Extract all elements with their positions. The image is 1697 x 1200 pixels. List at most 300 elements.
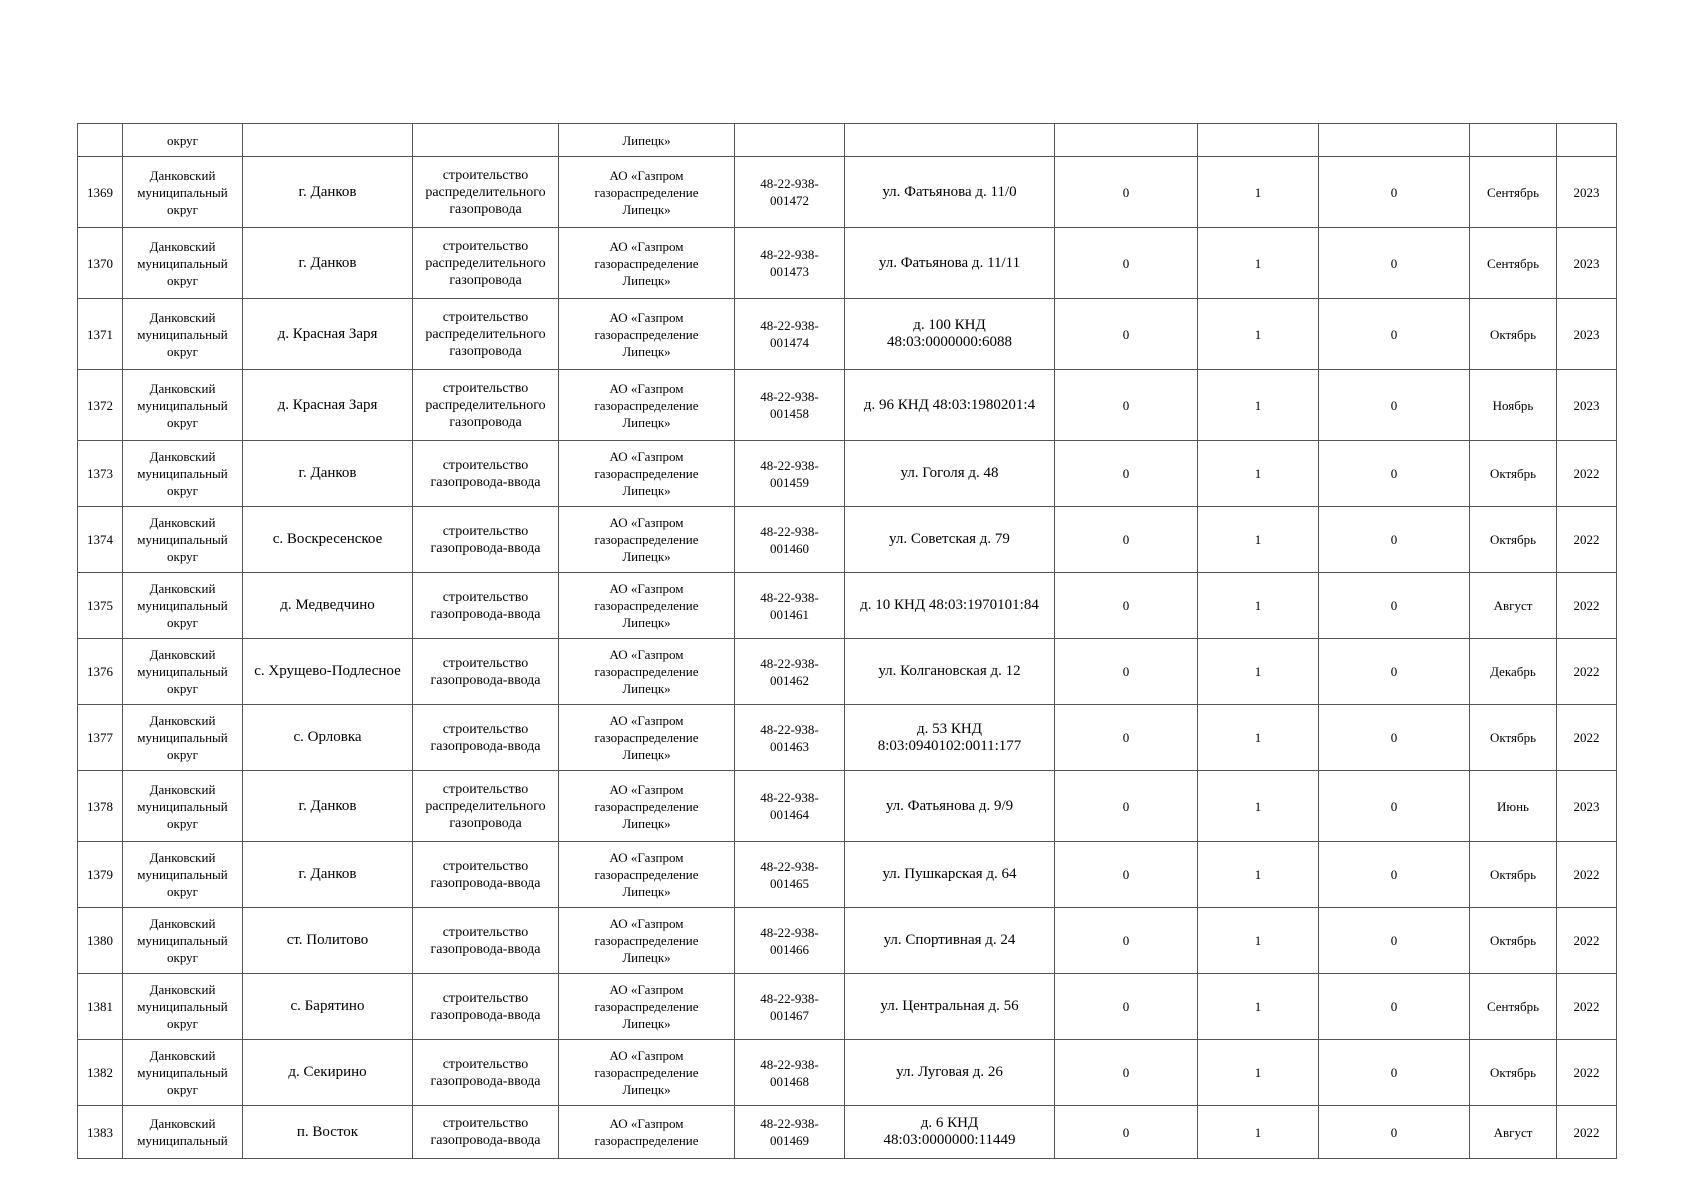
table-row: [78, 974, 1617, 1040]
address-text: ул. Гоголя д. 48: [900, 465, 999, 481]
table-body: [78, 124, 1617, 1159]
code-cell: [735, 370, 845, 441]
year-text: 2022: [1573, 1124, 1600, 1140]
organization-text: АО «Газпром газораспределение Липецк»: [594, 916, 699, 965]
value-2-text: 1: [1254, 532, 1262, 547]
value-2-cell: [1198, 441, 1319, 507]
month-text: Октябрь: [1489, 532, 1537, 547]
locality-text: ст. Политово: [286, 932, 369, 948]
address-cell: [845, 573, 1055, 639]
value-3-cell: [1319, 1106, 1470, 1159]
value-2-text: 1: [1254, 933, 1262, 948]
value-2-text: 1: [1254, 598, 1262, 613]
address-cell: [845, 771, 1055, 842]
row-number-text: 1375: [87, 598, 113, 613]
district-text: Данковский муниципальный округ: [137, 781, 228, 831]
work-type-text: строительство распределительного газопровода: [425, 238, 546, 288]
year-text: 2023: [1573, 184, 1600, 200]
table-row: [78, 908, 1617, 974]
organization-cell: [559, 507, 735, 573]
month-cell: [1470, 507, 1557, 573]
table-row: [78, 771, 1617, 842]
value-3-text: 0: [1390, 999, 1398, 1014]
work-type-cell: [413, 573, 559, 639]
organization-text: АО «Газпром газораспределение Липецк»: [594, 515, 699, 564]
code-cell: [735, 441, 845, 507]
organization-text: АО «Газпром газораспределение Липецк»: [594, 309, 699, 359]
row-number-text: 1373: [87, 466, 113, 481]
address-cell: [845, 974, 1055, 1040]
month-text: Октябрь: [1489, 867, 1537, 882]
work-type-text: строительство газопровода-ввода: [430, 655, 541, 688]
row-number-cell: [78, 974, 123, 1040]
row-number-cell: [78, 908, 123, 974]
value-1-text: 0: [1122, 184, 1130, 200]
code-cell: [735, 1040, 845, 1106]
year-text: 2022: [1573, 999, 1600, 1014]
month-cell: [1470, 908, 1557, 974]
table-row: [78, 157, 1617, 228]
value-2-cell: [1198, 908, 1319, 974]
registry-table: [77, 123, 1617, 1159]
table-row: [78, 228, 1617, 299]
work-type-cell: [413, 370, 559, 441]
organization-text: АО «Газпром газораспределение Липецк»: [594, 581, 699, 630]
address-text: ул. Спортивная д. 24: [883, 932, 1016, 948]
table-row: [78, 1040, 1617, 1106]
organization-cell: [559, 370, 735, 441]
work-type-cell: [413, 1040, 559, 1106]
value-2-cell: [1198, 639, 1319, 705]
organization-text: АО «Газпром газораспределение Липецк»: [594, 167, 699, 217]
work-type-cell: [413, 124, 559, 157]
organization-text: АО «Газпром газораспределение Липецк»: [594, 1048, 699, 1097]
locality-cell: [243, 842, 413, 908]
locality-cell: [243, 974, 413, 1040]
value-2-text: 1: [1254, 255, 1262, 271]
row-number-cell: [78, 771, 123, 842]
organization-cell: [559, 441, 735, 507]
organization-text: АО «Газпром газораспределение Липецк»: [594, 647, 699, 696]
value-3-text: 0: [1390, 1124, 1398, 1140]
address-cell: [845, 157, 1055, 228]
year-cell: [1557, 771, 1617, 842]
work-type-text: строительство распределительного газопровода: [425, 167, 546, 217]
organization-cell: [559, 842, 735, 908]
year-text: 2023: [1573, 326, 1600, 342]
work-type-cell: [413, 228, 559, 299]
locality-cell: [243, 228, 413, 299]
organization-cell: [559, 299, 735, 370]
month-text: Ноябрь: [1492, 397, 1534, 413]
year-cell: [1557, 441, 1617, 507]
organization-text: АО «Газпром газораспределение Липецк»: [594, 781, 699, 831]
locality-cell: [243, 441, 413, 507]
value-3-text: 0: [1390, 730, 1398, 745]
year-cell: [1557, 705, 1617, 771]
code-text: 48-22-938- 001463: [760, 721, 819, 754]
month-cell: [1470, 842, 1557, 908]
month-cell: [1470, 124, 1557, 157]
value-1-text: 0: [1122, 326, 1130, 342]
locality-cell: [243, 507, 413, 573]
district-text: Данковский муниципальный округ: [137, 449, 228, 498]
code-text: 48-22-938- 001472: [760, 176, 819, 208]
locality-text: д. Медведчино: [280, 597, 375, 613]
month-cell: [1470, 157, 1557, 228]
code-cell: [735, 639, 845, 705]
month-text: Август: [1493, 598, 1533, 613]
year-text: 2022: [1573, 1065, 1600, 1080]
value-3-cell: [1319, 908, 1470, 974]
value-2-text: 1: [1254, 664, 1262, 679]
year-cell: [1557, 639, 1617, 705]
row-number-text: 1372: [87, 397, 113, 413]
code-cell: [735, 908, 845, 974]
value-2-text: 1: [1254, 466, 1262, 481]
row-number-cell: [78, 842, 123, 908]
organization-cell: [559, 157, 735, 228]
value-1-cell: [1055, 771, 1198, 842]
value-1-cell: [1055, 705, 1198, 771]
value-3-cell: [1319, 842, 1470, 908]
work-type-text: строительство распределительного газопровода: [425, 309, 546, 359]
work-type-text: строительство газопровода-ввода: [430, 1056, 541, 1089]
code-text: 48-22-938- 001468: [760, 1056, 819, 1089]
value-1-text: 0: [1122, 255, 1130, 271]
district-cell: [123, 705, 243, 771]
value-2-cell: [1198, 370, 1319, 441]
value-2-cell: [1198, 1106, 1319, 1159]
district-cell: [123, 299, 243, 370]
locality-cell: [243, 1106, 413, 1159]
address-text: ул. Пушкарская д. 64: [882, 866, 1017, 882]
value-3-cell: [1319, 1040, 1470, 1106]
month-text: Август: [1493, 1124, 1533, 1140]
address-cell: [845, 1040, 1055, 1106]
work-type-cell: [413, 299, 559, 370]
value-1-text: 0: [1122, 867, 1130, 882]
value-2-cell: [1198, 705, 1319, 771]
value-1-cell: [1055, 908, 1198, 974]
organization-cell: [559, 1106, 735, 1159]
value-2-text: 1: [1254, 1124, 1262, 1140]
locality-text: г. Данков: [298, 866, 357, 882]
work-type-text: строительство газопровода-ввода: [430, 457, 541, 490]
value-1-cell: [1055, 299, 1198, 370]
row-number-cell: [78, 157, 123, 228]
district-text: Данковский муниципальный округ: [137, 1048, 228, 1097]
row-number-text: 1378: [87, 798, 113, 814]
address-text: д. 10 КНД 48:03:1970101:84: [860, 597, 1039, 613]
month-cell: [1470, 441, 1557, 507]
value-3-cell: [1319, 124, 1470, 157]
value-3-text: 0: [1390, 867, 1398, 882]
table-row: [78, 1106, 1617, 1159]
row-number-text: 1379: [87, 867, 113, 882]
month-text: Июнь: [1497, 798, 1529, 814]
value-2-cell: [1198, 974, 1319, 1040]
organization-cell: [559, 705, 735, 771]
organization-cell: [559, 639, 735, 705]
locality-cell: [243, 1040, 413, 1106]
value-3-text: 0: [1390, 255, 1398, 271]
value-2-text: 1: [1254, 867, 1262, 882]
value-3-cell: [1319, 157, 1470, 228]
table-row: [78, 370, 1617, 441]
organization-text: АО «Газпром газораспределение Липецк»: [594, 850, 699, 899]
value-2-cell: [1198, 124, 1319, 157]
code-cell: [735, 1106, 845, 1159]
value-2-text: 1: [1254, 730, 1262, 745]
value-3-cell: [1319, 639, 1470, 705]
value-1-text: 0: [1122, 730, 1130, 745]
value-1-cell: [1055, 1040, 1198, 1106]
month-text: Сентябрь: [1486, 255, 1540, 271]
code-text: 48-22-938- 001461: [760, 589, 819, 622]
value-1-text: 0: [1122, 1065, 1130, 1080]
locality-text: д. Секирино: [288, 1064, 367, 1080]
year-text: 2022: [1573, 933, 1600, 948]
value-1-cell: [1055, 974, 1198, 1040]
work-type-text: строительство газопровода-ввода: [430, 858, 541, 891]
work-type-cell: [413, 771, 559, 842]
month-cell: [1470, 1040, 1557, 1106]
code-cell: [735, 299, 845, 370]
district-cell: [123, 639, 243, 705]
locality-text: п. Восток: [296, 1123, 359, 1140]
address-text: д. 96 КНД 48:03:1980201:4: [863, 396, 1036, 413]
code-text: 48-22-938- 001460: [760, 523, 819, 556]
locality-cell: [243, 124, 413, 157]
district-text: Данковский муниципальный округ: [137, 581, 228, 630]
code-text: 48-22-938- 001474: [760, 318, 819, 350]
value-3-text: 0: [1390, 184, 1398, 200]
row-number-text: 1369: [87, 184, 113, 200]
address-cell: [845, 441, 1055, 507]
locality-cell: [243, 299, 413, 370]
organization-cell: [559, 771, 735, 842]
month-cell: [1470, 573, 1557, 639]
address-text: д. 53 КНД 8:03:0940102:0011:177: [877, 720, 1022, 754]
value-3-cell: [1319, 507, 1470, 573]
value-2-cell: [1198, 157, 1319, 228]
value-3-text: 0: [1390, 1065, 1398, 1080]
row-number-cell: [78, 441, 123, 507]
value-1-text: 0: [1122, 532, 1130, 547]
table-row: [78, 507, 1617, 573]
address-text: ул. Колгановская д. 12: [878, 663, 1021, 679]
month-text: Октябрь: [1489, 466, 1537, 481]
value-3-text: 0: [1390, 466, 1398, 481]
year-cell: [1557, 974, 1617, 1040]
value-1-text: 0: [1122, 1124, 1130, 1140]
value-3-cell: [1319, 228, 1470, 299]
row-number-text: 1380: [87, 933, 113, 948]
organization-cell: [559, 974, 735, 1040]
organization-cell: [559, 573, 735, 639]
organization-text: АО «Газпром газораспределение Липецк»: [594, 380, 699, 430]
district-cell: [123, 974, 243, 1040]
code-cell: [735, 705, 845, 771]
table-row: [78, 639, 1617, 705]
value-3-text: 0: [1390, 664, 1398, 679]
district-text: Данковский муниципальный округ: [137, 238, 228, 288]
address-text: д. 100 КНД 48:03:0000000:6088: [886, 317, 1012, 350]
row-number-text: 1382: [87, 1065, 113, 1080]
value-3-text: 0: [1390, 598, 1398, 613]
district-cell: [123, 441, 243, 507]
address-cell: [845, 507, 1055, 573]
value-3-cell: [1319, 299, 1470, 370]
value-1-cell: [1055, 639, 1198, 705]
code-cell: [735, 771, 845, 842]
row-number-cell: [78, 370, 123, 441]
district-cell: [123, 507, 243, 573]
value-1-cell: [1055, 124, 1198, 157]
work-type-text: строительство распределительного газопровода: [425, 380, 546, 430]
row-number-text: 1376: [87, 664, 113, 679]
address-text: ул. Фатьянова д. 11/11: [878, 254, 1021, 271]
value-1-cell: [1055, 370, 1198, 441]
work-type-cell: [413, 842, 559, 908]
organization-text: Липецк»: [622, 132, 671, 148]
month-cell: [1470, 705, 1557, 771]
code-cell: [735, 228, 845, 299]
value-1-text: 0: [1122, 598, 1130, 613]
locality-text: с. Воскресенское: [272, 531, 383, 547]
row-number-text: 1377: [87, 730, 113, 745]
code-cell: [735, 974, 845, 1040]
locality-text: д. Красная Заря: [277, 396, 378, 413]
year-cell: [1557, 124, 1617, 157]
year-text: 2023: [1573, 255, 1600, 271]
district-cell: [123, 1040, 243, 1106]
value-1-text: 0: [1122, 798, 1130, 814]
code-text: 48-22-938- 001467: [760, 990, 819, 1023]
table-row: [78, 441, 1617, 507]
locality-text: с. Барятино: [290, 998, 365, 1014]
value-3-cell: [1319, 370, 1470, 441]
locality-cell: [243, 370, 413, 441]
address-cell: [845, 228, 1055, 299]
month-text: Октябрь: [1489, 933, 1537, 948]
organization-cell: [559, 124, 735, 157]
year-cell: [1557, 370, 1617, 441]
row-number-text: 1381: [87, 999, 113, 1014]
district-text: Данковский муниципальный округ: [137, 850, 228, 899]
work-type-cell: [413, 639, 559, 705]
work-type-cell: [413, 441, 559, 507]
work-type-text: строительство газопровода-ввода: [430, 721, 541, 754]
code-text: 48-22-938- 001465: [760, 858, 819, 891]
work-type-text: строительство газопровода-ввода: [430, 924, 541, 957]
address-cell: [845, 908, 1055, 974]
organization-cell: [559, 1040, 735, 1106]
district-cell: [123, 842, 243, 908]
value-2-text: 1: [1254, 326, 1262, 342]
value-1-cell: [1055, 157, 1198, 228]
value-2-cell: [1198, 507, 1319, 573]
locality-text: г. Данков: [298, 465, 357, 481]
table-row: [78, 842, 1617, 908]
code-cell: [735, 573, 845, 639]
year-cell: [1557, 299, 1617, 370]
code-text: 48-22-938- 001462: [760, 655, 819, 688]
row-number-cell: [78, 299, 123, 370]
organization-cell: [559, 228, 735, 299]
work-type-cell: [413, 908, 559, 974]
code-text: 48-22-938- 001473: [760, 247, 819, 279]
value-2-text: 1: [1254, 1065, 1262, 1080]
district-cell: [123, 370, 243, 441]
district-cell: [123, 228, 243, 299]
month-cell: [1470, 974, 1557, 1040]
row-number-cell: [78, 705, 123, 771]
month-text: Октябрь: [1489, 730, 1537, 745]
year-text: 2023: [1573, 798, 1600, 814]
row-number-cell: [78, 124, 123, 157]
month-cell: [1470, 228, 1557, 299]
locality-text: г. Данков: [298, 183, 357, 200]
district-cell: [123, 771, 243, 842]
year-text: 2022: [1573, 730, 1600, 745]
address-text: ул. Советская д. 79: [889, 531, 1010, 547]
work-type-text: строительство распределительного газопровода: [425, 781, 546, 831]
value-1-text: 0: [1122, 397, 1130, 413]
district-text: Данковский муниципальный округ: [137, 713, 228, 762]
month-cell: [1470, 299, 1557, 370]
district-text: Данковский муниципальный округ: [137, 647, 228, 696]
value-1-cell: [1055, 507, 1198, 573]
year-cell: [1557, 908, 1617, 974]
row-number-cell: [78, 228, 123, 299]
organization-cell: [559, 908, 735, 974]
locality-cell: [243, 771, 413, 842]
work-type-text: строительство газопровода-ввода: [430, 990, 541, 1023]
row-number-text: 1374: [87, 532, 113, 547]
year-text: 2022: [1573, 598, 1600, 613]
organization-text: АО «Газпром газораспределение: [594, 1116, 699, 1148]
locality-cell: [243, 157, 413, 228]
year-text: 2022: [1573, 664, 1600, 679]
value-3-text: 0: [1390, 933, 1398, 948]
work-type-cell: [413, 705, 559, 771]
month-cell: [1470, 1106, 1557, 1159]
month-text: Октябрь: [1489, 1065, 1537, 1080]
district-cell: [123, 908, 243, 974]
value-2-cell: [1198, 573, 1319, 639]
locality-text: с. Хрущево-Подлесное: [254, 663, 401, 679]
code-cell: [735, 124, 845, 157]
code-cell: [735, 157, 845, 228]
value-3-cell: [1319, 974, 1470, 1040]
row-number-cell: [78, 1106, 123, 1159]
value-2-text: 1: [1254, 798, 1262, 814]
year-cell: [1557, 1040, 1617, 1106]
table-row: [78, 573, 1617, 639]
table-row-continuation: [78, 124, 1617, 157]
year-cell: [1557, 573, 1617, 639]
locality-cell: [243, 573, 413, 639]
work-type-cell: [413, 507, 559, 573]
row-number-cell: [78, 507, 123, 573]
organization-text: АО «Газпром газораспределение Липецк»: [594, 982, 699, 1031]
work-type-text: строительство газопровода-ввода: [430, 1116, 541, 1148]
value-1-cell: [1055, 228, 1198, 299]
address-text: ул. Луговая д. 26: [896, 1064, 1003, 1080]
work-type-text: строительство газопровода-ввода: [430, 589, 541, 622]
